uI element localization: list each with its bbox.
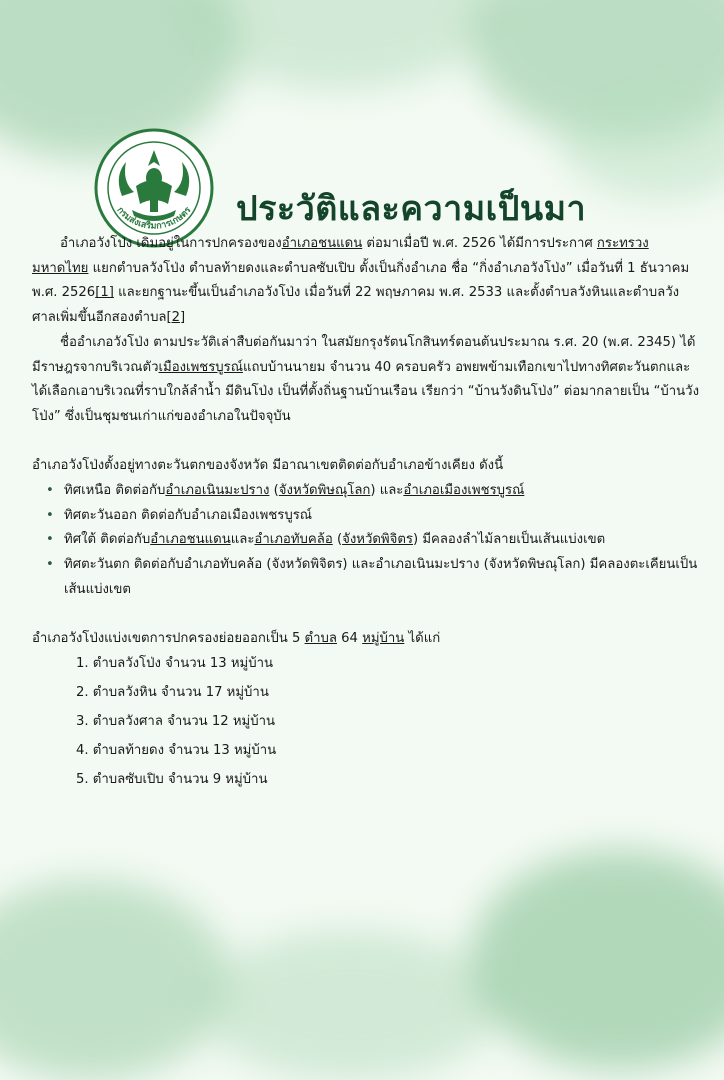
text-link[interactable]: เมืองเพชรบูรณ์ — [158, 359, 243, 375]
text-run: และยกฐานะขึ้นเป็นอำเภอวังโป่ง เมื่อวันที่ 22 พฤษภาคม พ.ศ. 2533 และตั้งตำบลวังหินและตำบลวังศาลเพิ่มขึ้นอีกสองตำบล — [32, 285, 680, 326]
text-run: 64 — [336, 631, 363, 647]
subdistrict-item: 1. ตำบลวังโป่ง จำนวน 13 หมู่บ้าน — [76, 655, 274, 671]
text-link[interactable]: อำเภอเมืองเพชรบูรณ์ — [403, 483, 525, 499]
page-title: ประวัติและความเป็นมา — [236, 188, 587, 229]
text-link[interactable]: อำเภอทับคล้อ — [254, 532, 333, 548]
text-run: ทิศตะวันออก ติดต่อกับอำเภอเมืองเพชรบูรณ์ — [64, 507, 313, 523]
svg-text:กรมส่งเสริมการเกษตร: กรมส่งเสริมการเกษตร — [114, 205, 194, 232]
subdistrict-item: 2. ตำบลวังหิน จำนวน 17 หมู่บ้าน — [76, 684, 269, 700]
subdistrict-item: 5. ตำบลซับเปิบ จำนวน 9 หมู่บ้าน — [76, 771, 268, 787]
text-run: แถบบ้านนายม จำนวน 40 ครอบครัว อพยพข้ามเทือกเขาไปทางทิศตะวันตกและได้เลือกเอาบริเวณที่ราบใกล้ลำน้ำ มีดินโป่ง เป็นที่ตั้งถิ่นฐานบ้านเรือน เรียกว่า “บ้านวังดินโป่ง” ต่อมากลายเป็น “บ้านวังโป่ง” ซึ่งเป็นชุมชนเก่าแก่ของอำเภอในปัจจุบัน — [32, 359, 700, 424]
text-run: และ — [230, 532, 255, 548]
text-link[interactable]: [1] — [95, 285, 114, 301]
text-run: ทิศเหนือ ติดต่อกับ — [64, 483, 166, 499]
history-paragraph-1 — [32, 232, 700, 331]
boundary-east — [58, 504, 700, 529]
geography-intro: อำเภอวังโป่งตั้งอยู่ทางตะวันตกของจังหวัด มีอาณาเขตติดต่อกับอำเภอข้างเคียง ดังนี้ — [32, 458, 504, 474]
boundary-list — [32, 479, 700, 603]
document-body — [32, 232, 700, 797]
text-link[interactable]: หมู่บ้าน — [362, 631, 405, 647]
history-paragraph-2 — [32, 331, 700, 430]
text-run: อำเภอวังโป่ง เดิมอยู่ในการปกครองของ — [60, 236, 282, 251]
text-link[interactable]: จังหวัดพิจิตร — [342, 532, 413, 548]
text-run: ชื่ออำเภอวังโป่ง ตามประวัติเล่าสืบต่อกันมาว่า ในสมัยกรุงรัตนโกสินทร์ตอนต้นประมาณ ร.ศ. 20 (พ.ศ. 2345) ได้มีราษฎรจากบริเวณตัว — [32, 334, 696, 375]
text-run: ) และ — [370, 483, 404, 499]
text-link[interactable]: จังหวัดพิษณุโลก — [278, 483, 371, 499]
text-run: อำเภอวังโป่งแบ่งเขตการปกครองย่อยออกเป็น 5 — [32, 631, 305, 647]
text-link[interactable]: ตำบล — [304, 631, 337, 647]
text-link[interactable]: อำเภอชนแดน — [281, 236, 363, 251]
text-run: ) มีคลองลำไม้ลายเป็นเส้นแบ่งเขต — [413, 532, 606, 548]
text-run: ทิศใต้ ติดต่อกับ — [64, 532, 151, 548]
boundary-north — [58, 479, 700, 504]
boundary-south — [58, 528, 700, 553]
subdistrict-list — [32, 652, 700, 793]
admin-intro — [32, 627, 700, 652]
text-run: ( — [332, 532, 343, 548]
text-run: ( — [269, 483, 279, 499]
text-run: ต่อมาเมื่อปี พ.ศ. 2526 ได้มีการประกาศ — [362, 236, 597, 251]
text-link[interactable]: กระทรวงมหาดไทย — [32, 236, 649, 276]
subdistrict-item: 4. ตำบลท้ายดง จำนวน 13 หมู่บ้าน — [76, 742, 277, 758]
text-link[interactable]: อำเภอเนินมะปราง — [165, 483, 270, 499]
text-run: ทิศตะวันตก ติดต่อกับอำเภอทับคล้อ (จังหวัดพิจิตร) และอำเภอเนินมะปราง (จังหวัดพิษณุโลก) มีคลองตะเคียนเป็นเส้นแบ่งเขต — [64, 557, 698, 597]
text-link[interactable]: [2] — [166, 310, 186, 326]
text-run: แยกตำบลวังโป่ง ตำบลท้ายดงและตำบลซับเปิบ ตั้งเป็นกิ่งอำเภอ ชื่อ “กิ่งอำเภอวังโป่ง” เมื่อวันที่ 1 ธันวาคม พ.ศ. 2526 — [32, 260, 690, 301]
text-run: ได้แก่ — [404, 631, 441, 647]
subdistrict-item: 3. ตำบลวังศาล จำนวน 12 หมู่บ้าน — [76, 713, 275, 729]
boundary-west — [58, 553, 700, 602]
text-link[interactable]: อำเภอชนแดน — [150, 532, 231, 548]
